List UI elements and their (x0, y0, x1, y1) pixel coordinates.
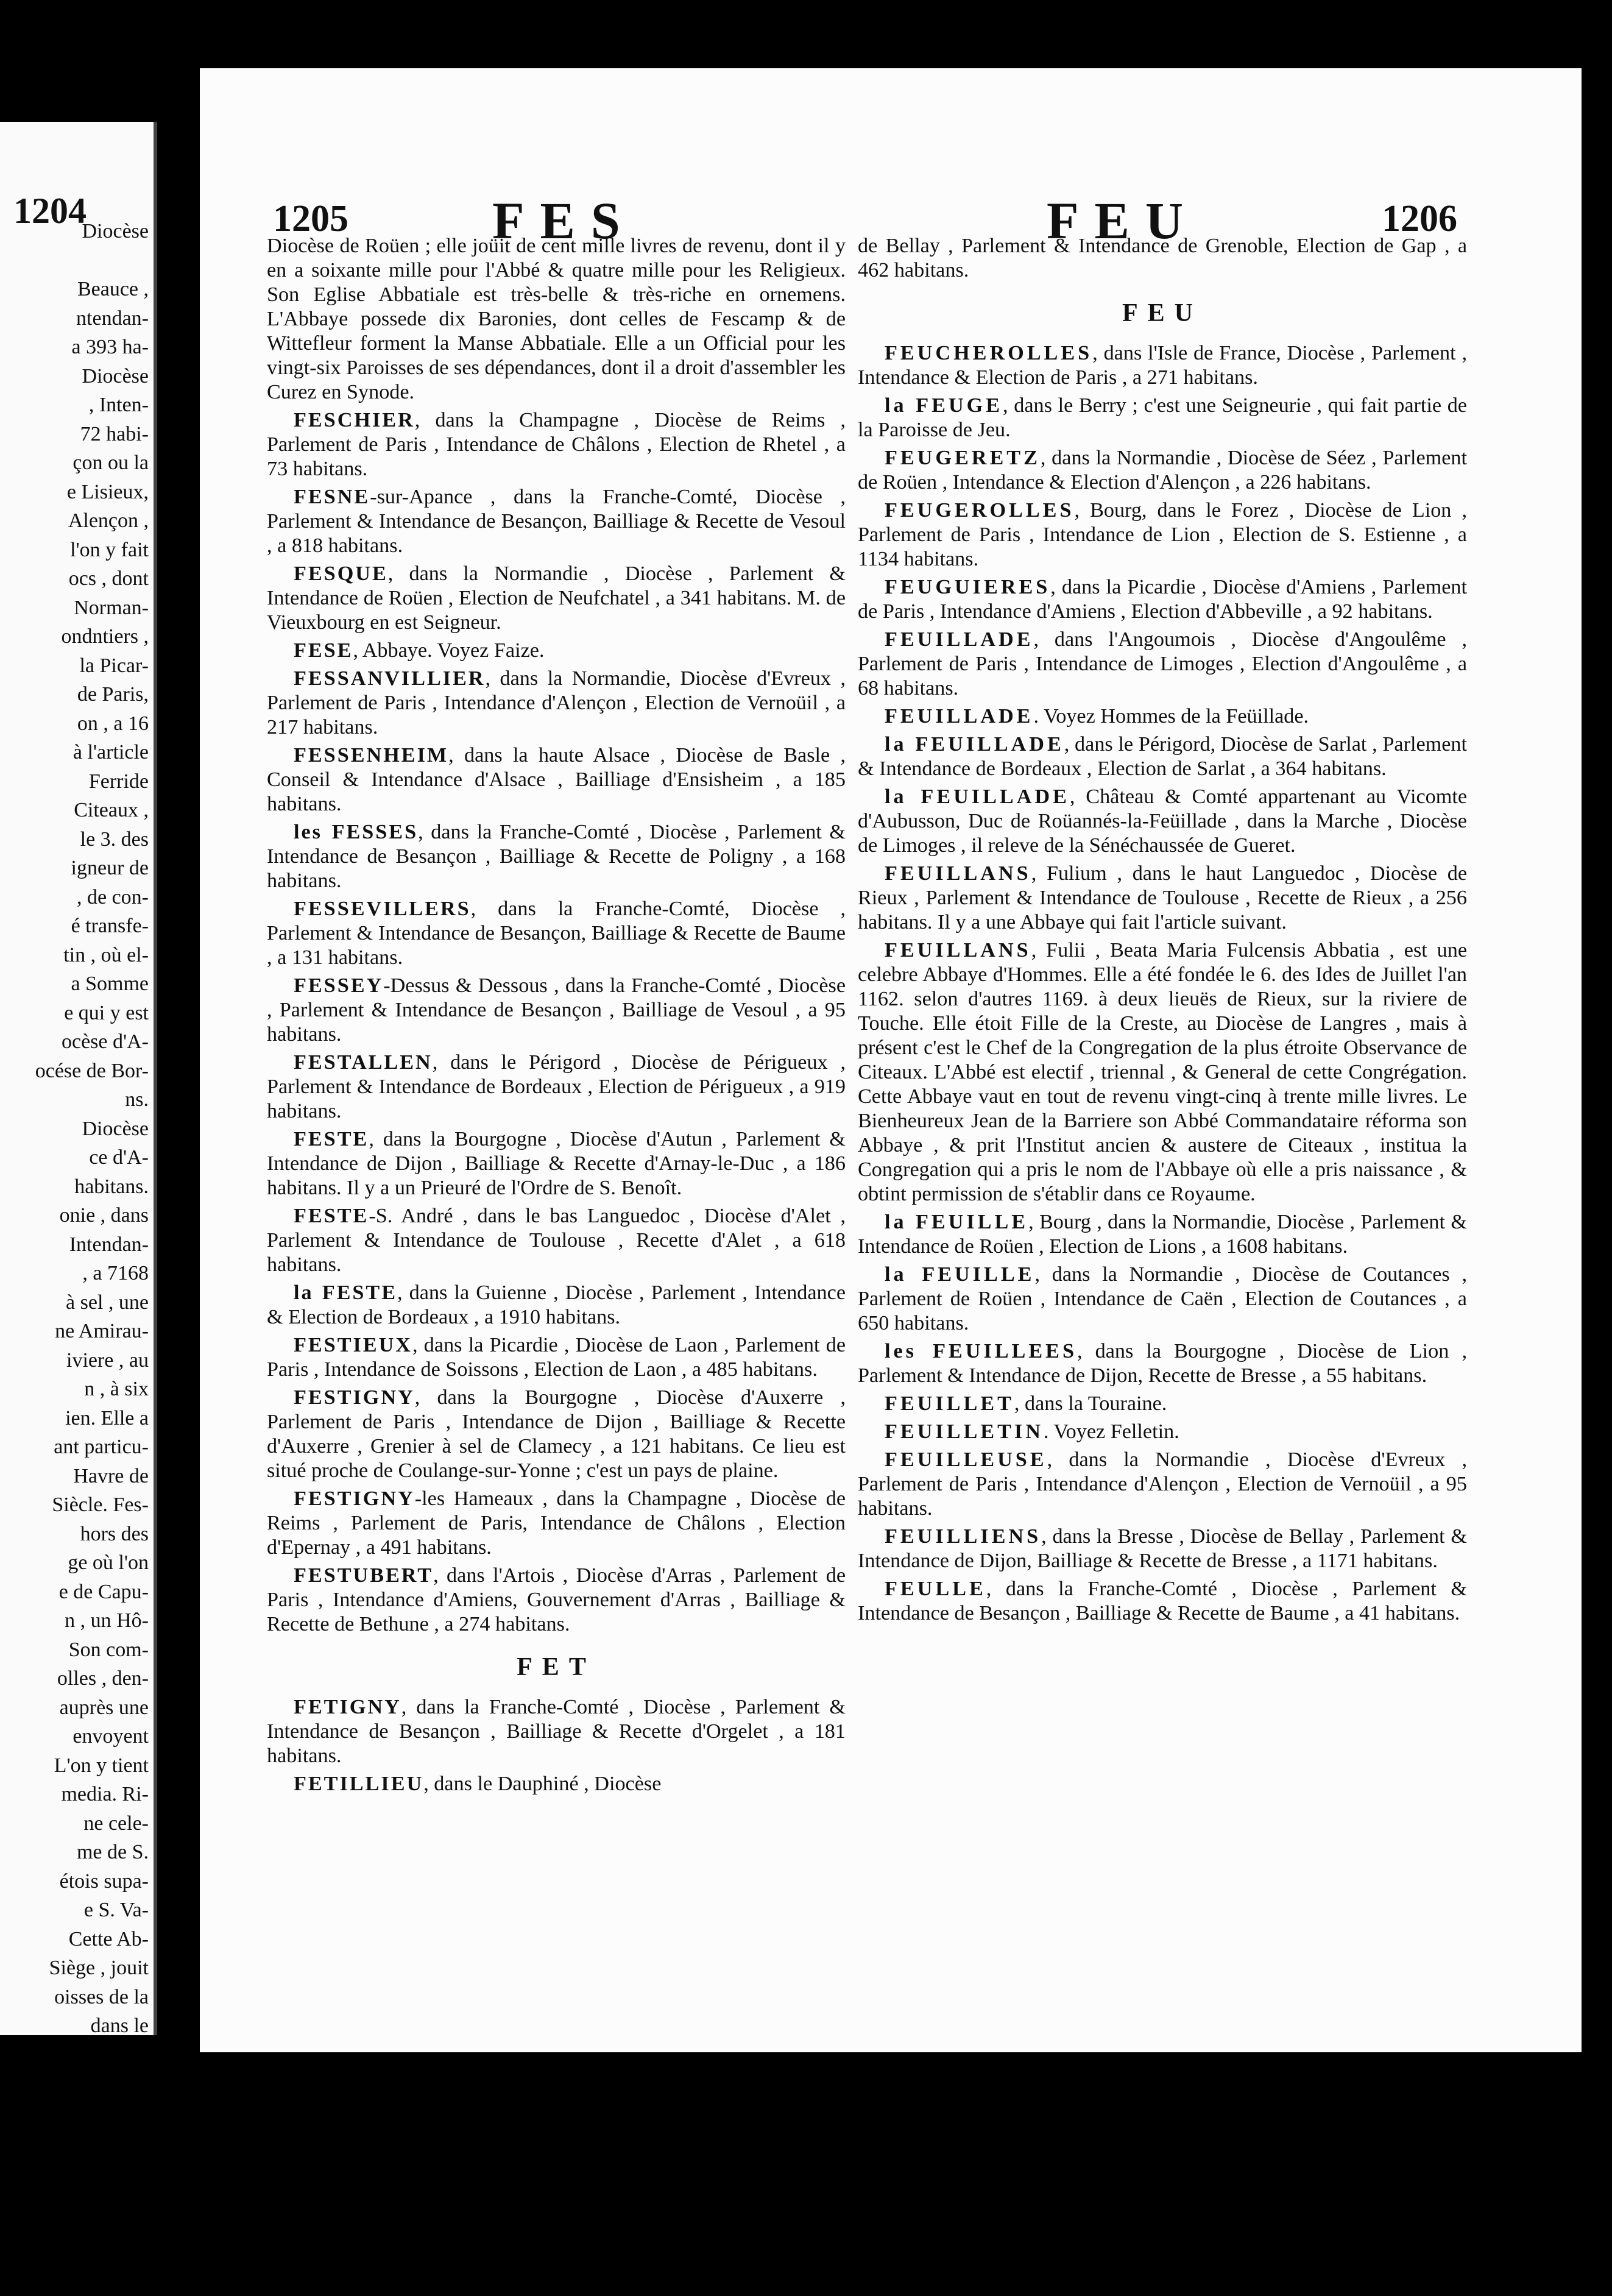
dictionary-entry (858, 1420, 1467, 1444)
dictionary-entry (858, 394, 1467, 442)
dictionary-entry (267, 1695, 846, 1768)
entry-text: , dans la Picardie , Diocèse d'Amiens , Parlement de Paris , Intendance d'Amiens , Election d'Abbeville , a 92 habitans. (858, 576, 1467, 623)
entry-text: , dans la Franche-Comté, Diocèse , Parlement & Intendance de Besançon, Bailliage & Recette de Baume , a 131 habitans. (267, 898, 846, 969)
entry-headword: FETIGNY (294, 1696, 401, 1718)
entry-text: , Bourg, dans le Forez , Diocèse de Lion , Parlement de Paris , Intendance de Lion , Election de S. Estienne , a 1134 habitans. (858, 499, 1467, 570)
previous-page-line: , Inten- (88, 394, 149, 416)
previous-page-line: ge où l'on (68, 1551, 149, 1574)
entry-text: , dans la Franche-Comté , Diocèse , Parlement & Intendance de Besançon , Bailliage & Recette de Baume , a 41 habitans. (858, 1578, 1467, 1625)
entry-headword: la FEUILLADE (885, 733, 1064, 756)
entry-headword: FESNE (294, 486, 370, 508)
previous-page-line: ne Amirau- (55, 1320, 149, 1342)
dictionary-entry (267, 1772, 846, 1796)
previous-page-line: , de con- (76, 885, 149, 909)
right-column (858, 234, 1467, 1629)
previous-page-line: Diocèse (82, 364, 149, 388)
entry-text: de Bellay , Parlement & Intendance de Grenoble, Election de Gap , a 462 habitans. (858, 235, 1467, 282)
entry-headword: FESTE (294, 1128, 369, 1150)
previous-page-line: Siècle. Fes- (52, 1493, 149, 1516)
entry-headword: la FEUILLE (885, 1263, 1035, 1286)
entry-headword: FESSANVILLIER (294, 667, 486, 690)
entry-text: , dans l'Angoumois , Diocèse d'Angoulême , Parlement de Paris , Intendance de Limoges , Election d'Angoulême , a 68 habitans. (858, 628, 1467, 700)
dictionary-entry (267, 820, 846, 893)
dictionary-entry (267, 1051, 846, 1124)
entry-headword: la FEUILLADE (885, 785, 1070, 808)
previous-page-line: igneur de (71, 857, 149, 879)
previous-page-line: onie , dans (59, 1204, 149, 1227)
entry-text: , dans la Champagne , Diocèse de Reims , Parlement de Paris , Intendance de Châlons , Election de Rhetel , a 73 habitans. (267, 409, 846, 480)
entry-text: , dans la Normandie , Diocèse d'Evreux , Parlement de Paris , Intendance d'Alençon , Election de Vernoüil , a 95 habitans. (858, 1448, 1467, 1520)
entry-headword: FESSENHEIM (294, 744, 449, 767)
entry-headword: FEUGEROLLES (885, 499, 1075, 522)
previous-page-line: tin , où el- (63, 943, 149, 966)
dictionary-entry (267, 897, 846, 970)
right-running-head: FEU (1047, 191, 1199, 250)
dictionary-entry (858, 1448, 1467, 1521)
entry-headword: FEUGUIERES (885, 576, 1051, 598)
previous-page-line: envoyent (72, 1725, 149, 1748)
entry-text: , Abbaye. Voyez Faize. (353, 639, 545, 662)
entry-text: , dans le Dauphiné , Diocèse (423, 1773, 662, 1795)
entry-text: , Fulium , dans le haut Languedoc , Diocèse de Rieux , Parlement & Intendance de Toulouse , Recette de Rieux , a 256 habitans. Il y a une Abbaye qui fait l'article suivant. (858, 862, 1467, 934)
entry-text: , dans la Normandie , Diocèse , Parlement & Intendance de Roüen , Election de Neufchatel , a 341 habitans. M. de Vieuxbourg en est Seigneur. (267, 562, 846, 634)
dictionary-entry (858, 628, 1467, 701)
dictionary-entry (858, 341, 1467, 390)
dictionary-entry (267, 1204, 846, 1277)
entry-headword: FEUILLADE (885, 705, 1034, 728)
entry-text: , dans la Bourgogne , Diocèse d'Auxerre , Parlement de Paris , Intendance de Dijon , Bailliage & Recette d'Auxerre , Grenier à sel de Clamecy , a 121 habitans. Ce lieu est situé proche de Coulange-sur-Yonne ; c'est un pays de plaine. (267, 1386, 846, 1482)
dictionary-entry (858, 938, 1467, 1206)
entry-headword: FESSEY (294, 974, 384, 997)
right-page-number: 1206 (1382, 198, 1457, 239)
dictionary-entry (858, 446, 1467, 495)
entry-text: . Voyez Hommes de la Feüillade. (1033, 705, 1309, 728)
entry-text: , dans la Bourgogne , Diocèse d'Autun , Parlement & Intendance de Dijon , Bailliage & Recette d'Arnay-le-Duc , a 186 habitans. Il y a un Prieuré de l'Ordre de S. Benoît. (267, 1128, 846, 1199)
previous-page-fragment (0, 122, 157, 2035)
previous-page-line: ondntiers , (61, 625, 149, 648)
entry-text: , dans la Touraine. (1014, 1392, 1167, 1415)
entry-text: -sur-Apance , dans la Franche-Comté, Diocèse , Parlement & Intendance de Besançon, Bailliage & Recette de Vesoul , a 818 habitans. (267, 486, 846, 557)
dictionary-entry (267, 639, 846, 663)
previous-page-line: Intendan- (69, 1233, 149, 1256)
previous-page-line: à sel , une (66, 1291, 149, 1314)
dictionary-entry (858, 498, 1467, 572)
previous-page-line: habitans. (74, 1175, 149, 1198)
previous-page-line: à l'article (72, 741, 149, 764)
entry-text: Diocèse de Roüen ; elle joüit de cent mille livres de revenu, dont il y en a soixante mille pour l'Abbé & quatre mille pour les Religieux. Son Eglise Abbatiale est très-belle & très-riche en ornemens. L'Abbaye possede dix Baronies, dont celles de Fescamp & de Wittefleur forment la Manse Abbatiale. Elle a un Official pour les vingt-six Paroisses de ses dépendances, dont il a droit d'assembler les Curez en Synode. (267, 235, 846, 403)
dictionary-entry (858, 1263, 1467, 1336)
entry-headword: la FESTE (294, 1281, 398, 1304)
entry-text: , dans la Bourgogne , Diocèse de Lion , Parlement & Intendance de Dijon, Recette de Bresse , a 55 habitans. (858, 1340, 1467, 1387)
dictionary-entry (267, 234, 846, 405)
previous-page-line: la Picar- (79, 654, 149, 677)
entry-text: , dans la Normandie , Diocèse de Séez , Parlement de Roüen , Intendance & Election d'Alençon , a 226 habitans. (858, 447, 1467, 494)
previous-page-line: L'on y tient (54, 1754, 149, 1777)
previous-page-line: étois supa- (59, 1869, 149, 1893)
previous-page-line: de Paris, (77, 683, 149, 706)
dictionary-entry (858, 1577, 1467, 1626)
entry-text: , Fulii , Beata Maria Fulcensis Abbatia , est une celebre Abbaye d'Hommes. Elle a été fondée le 6. des Ides de Juillet l'an 1162. selon d'autres 1169. à deux lieuës de Rieux, sur la riviere de Touche. Elle étoit Fille de la Creste, au Diocèse de Langres , mais à présent c'est le Chef de la Congregation de la plus étroite Observance de Citeaux. L'Abbé est electif , triennal , & General de cette Congrégation. Cette Abbaye vaut en tout de revenu vingt-cinq à trente mille livres. Le Bienheureux Jean de la Barriere son Abbé Commandataire réforma son Abbaye , & prit l'Institut ancien & austere de Citeaux , institua la Congregation qui a pris le nom de l'Abbaye où elle a pris naissance , & obtint permission de s'établir dans ce Royaume. (858, 939, 1467, 1205)
entry-text: , dans la Picardie , Diocèse de Laon , Parlement de Paris , Intendance de Soissons , Election de Laon , a 485 habitans. (267, 1334, 846, 1381)
entry-text: , dans la Franche-Comté , Diocèse , Parlement & Intendance de Besançon , Bailliage & Recette de Poligny , a 168 habitans. (267, 821, 846, 892)
dictionary-entry (267, 1386, 846, 1483)
left-running-head: FES (492, 191, 636, 250)
dictionary-entry (267, 1564, 846, 1637)
dictionary-entry (858, 1339, 1467, 1388)
dictionary-entry (858, 732, 1467, 781)
left-page-number: 1205 (273, 198, 348, 239)
dictionary-entry (267, 1127, 846, 1200)
entry-text: , dans le Berry ; c'est une Seigneurie , qui fait partie de la Paroisse de Jeu. (858, 394, 1467, 441)
entry-text: . Voyez Felletin. (1043, 1420, 1179, 1443)
previous-page-line: , a 7168 (82, 1262, 149, 1284)
entry-headword: FESE (294, 639, 353, 662)
dictionary-entry (267, 974, 846, 1047)
previous-page-line: hors des (80, 1522, 149, 1545)
previous-page-line: Son com- (68, 1638, 149, 1661)
entry-headword: la FEUILLE (885, 1211, 1029, 1233)
previous-page-line: auprès une (59, 1696, 149, 1719)
previous-page-line: çon ou la (72, 452, 149, 474)
entry-headword: FEUILLEUSE (885, 1448, 1047, 1471)
entry-text: , dans le Périgord , Diocèse de Périgueux , Parlement & Intendance de Bordeaux , Election de Périgueux , a 919 habitans. (267, 1051, 846, 1122)
entry-headword: FESCHIER (294, 409, 415, 431)
previous-page-line: Alençon , (68, 509, 149, 532)
entry-headword: FESTIEUX (294, 1334, 412, 1356)
previous-page-line: é transfe- (71, 915, 149, 937)
previous-page-line: media. Ri- (61, 1783, 149, 1805)
entry-text: -les Hameaux , dans la Champagne , Diocèse de Reims , Parlement de Paris, Intendance de Châlons , Election d'Epernay , a 491 habitans. (267, 1487, 846, 1559)
dictionary-entry (267, 1281, 846, 1330)
previous-page-number: 1204 (13, 191, 87, 231)
previous-page-line: ns. (125, 1088, 149, 1111)
entry-headword: FEUILLET (885, 1392, 1014, 1415)
previous-page-line: ant particu- (54, 1436, 149, 1458)
previous-page-line: Norman- (74, 596, 149, 619)
previous-page-line: e qui y est (64, 1001, 149, 1024)
previous-page-line: l'on y fait (70, 538, 149, 561)
previous-page-line: on , a 16 (77, 712, 149, 735)
dictionary-entry (858, 1525, 1467, 1573)
entry-headword: les FESSES (294, 821, 419, 843)
previous-page-line: ocs , dont (68, 567, 149, 590)
entry-text: , dans l'Isle de France, Diocèse , Parlement , Intendance & Election de Paris , a 271 habitans. (858, 342, 1467, 389)
entry-text: , dans la Franche-Comté , Diocèse , Parlement & Intendance de Besançon , Bailliage & Recette d'Orgelet , a 181 habitans. (267, 1696, 846, 1767)
entry-text: -Dessus & Dessous , dans la Franche-Comté , Diocèse , Parlement & Intendance de Besançon , Bailliage de Vesoul , a 95 habitans. (267, 974, 846, 1046)
previous-page-line: ocèse d'A- (61, 1030, 149, 1053)
left-column (267, 234, 846, 1800)
dictionary-entry (858, 1210, 1467, 1259)
previous-page-line: 72 habi- (80, 422, 149, 445)
dictionary-entry (858, 785, 1467, 858)
previous-page-line: le 3. des (80, 827, 149, 851)
dictionary-entry (267, 485, 846, 558)
entry-headword: FESSEVILLERS (294, 898, 471, 920)
previous-page-line: Diocèse (82, 1117, 149, 1140)
entry-text: , dans la haute Alsace , Diocèse de Basle , Conseil & Intendance d'Alsace , Bailliage d'Ensisheim , a 185 habitans. (267, 744, 846, 815)
entry-headword: FEUILLANS (885, 939, 1031, 962)
entry-headword: FEUILLIENS (885, 1525, 1042, 1548)
dictionary-entry (267, 408, 846, 481)
entry-text: -S. André , dans le bas Languedoc , Diocèse d'Alet , Parlement & Intendance de Toulouse , Recette d'Alet , a 618 habitans. (267, 1205, 846, 1276)
previous-page-line: ntendan- (76, 306, 149, 330)
previous-page-line: n , à six (84, 1378, 149, 1400)
entry-text: , Château & Comté appartenant au Vicomte d'Aubusson, Duc de Roüannés-la-Feüillade , dans la Marche , Diocèse de Limoges , il releve de la Sénéchaussée de Gueret. (858, 785, 1467, 857)
previous-page-line: oisses de la (54, 1985, 149, 2008)
book-page (200, 68, 1582, 2052)
entry-headword: FEUCHEROLLES (885, 342, 1093, 364)
dictionary-entry (267, 1487, 846, 1560)
dictionary-entry (267, 667, 846, 740)
entry-text: , Bourg , dans la Normandie, Diocèse , Parlement & Intendance de Roüen , Election de Lions , a 1608 habitans. (858, 1211, 1467, 1258)
dictionary-entry (267, 562, 846, 635)
entry-headword: les FEUILLEES (885, 1340, 1077, 1362)
entry-headword: la FEUGE (885, 394, 1003, 417)
previous-page-line: ien. Elle a (65, 1406, 149, 1430)
previous-page-line: olles , den- (57, 1667, 149, 1690)
previous-page-line: e S. Va- (83, 1899, 149, 1921)
entry-text: , dans la Normandie, Diocèse d'Evreux , Parlement de Paris , Intendance d'Alençon , Election de Vernoüil , a 217 habitans. (267, 667, 846, 739)
section-heading: FEU (1122, 299, 1203, 327)
previous-page-line: océse de Bor- (35, 1059, 149, 1082)
dictionary-entry (858, 1392, 1467, 1416)
entry-headword: FEUILLANS (885, 862, 1031, 885)
previous-page-line: ce d'A- (89, 1146, 149, 1169)
entry-headword: FEUILLADE (885, 628, 1034, 651)
dictionary-entry (858, 704, 1467, 729)
entry-headword: FESTIGNY (294, 1487, 415, 1510)
entry-text: , dans la Bresse , Diocèse de Bellay , Parlement & Intendance de Dijon, Bailliage & Recette de Bresse , a 1171 habitans. (858, 1525, 1467, 1572)
dictionary-entry (858, 862, 1467, 935)
previous-page-line: a 393 ha- (71, 336, 149, 358)
dictionary-entry (858, 234, 1467, 283)
entry-text: , dans le Périgord, Diocèse de Sarlat , Parlement & Intendance de Bordeaux , Election de Sarlat , a 364 habitans. (858, 733, 1467, 780)
entry-headword: FESTIGNY (294, 1386, 415, 1409)
entry-text: , dans la Guienne , Diocèse , Parlement , Intendance & Election de Bordeaux , a 1910 habitans. (267, 1281, 846, 1328)
entry-headword: FEULLE (885, 1578, 986, 1600)
previous-page-line: Cette Ab- (68, 1927, 149, 1951)
entry-text: , dans la Normandie , Diocèse de Coutances , Parlement de Roüen , Intendance de Caën , Election de Coutances , a 650 habitans. (858, 1263, 1467, 1334)
previous-page-line: ne cele- (83, 1812, 149, 1835)
dictionary-entry (267, 743, 846, 817)
previous-page-line: iviere , au (66, 1348, 149, 1372)
dictionary-entry (858, 575, 1467, 624)
previous-page-line: me de S. (76, 1841, 149, 1863)
entry-headword: FESTALLEN (294, 1051, 433, 1074)
previous-page-line: Siège , jouit (49, 1957, 149, 1979)
previous-page-line: a Somme (71, 973, 149, 995)
entry-headword: FESQUE (294, 562, 388, 585)
entry-headword: FEUILLETIN (885, 1420, 1044, 1443)
previous-page-line: Havre de (73, 1464, 149, 1487)
entry-headword: FESTUBERT (294, 1564, 434, 1587)
previous-page-line: Ferride (88, 770, 149, 793)
entry-headword: FESTE (294, 1205, 369, 1227)
previous-page-line: e Lisieux, (66, 480, 149, 503)
previous-page-line: Diocèse (82, 220, 149, 243)
dictionary-entry (267, 1333, 846, 1382)
section-heading: FET (517, 1653, 596, 1681)
previous-page-line: Citeaux , (74, 799, 149, 821)
entry-headword: FEUGERETZ (885, 447, 1041, 469)
entry-headword: FETILLIEU (294, 1773, 424, 1795)
previous-page-line: n , un Hô- (65, 1609, 149, 1632)
previous-page-line: dans le (90, 2014, 149, 2035)
entry-text: , dans l'Artois , Diocèse d'Arras , Parlement de Paris , Intendance d'Amiens, Gouvernement d'Arras , Bailliage & Recette de Bethune , a 274 habitans. (267, 1564, 846, 1635)
previous-page-line: Beauce , (77, 278, 149, 300)
previous-page-line: e de Capu- (58, 1580, 149, 1603)
